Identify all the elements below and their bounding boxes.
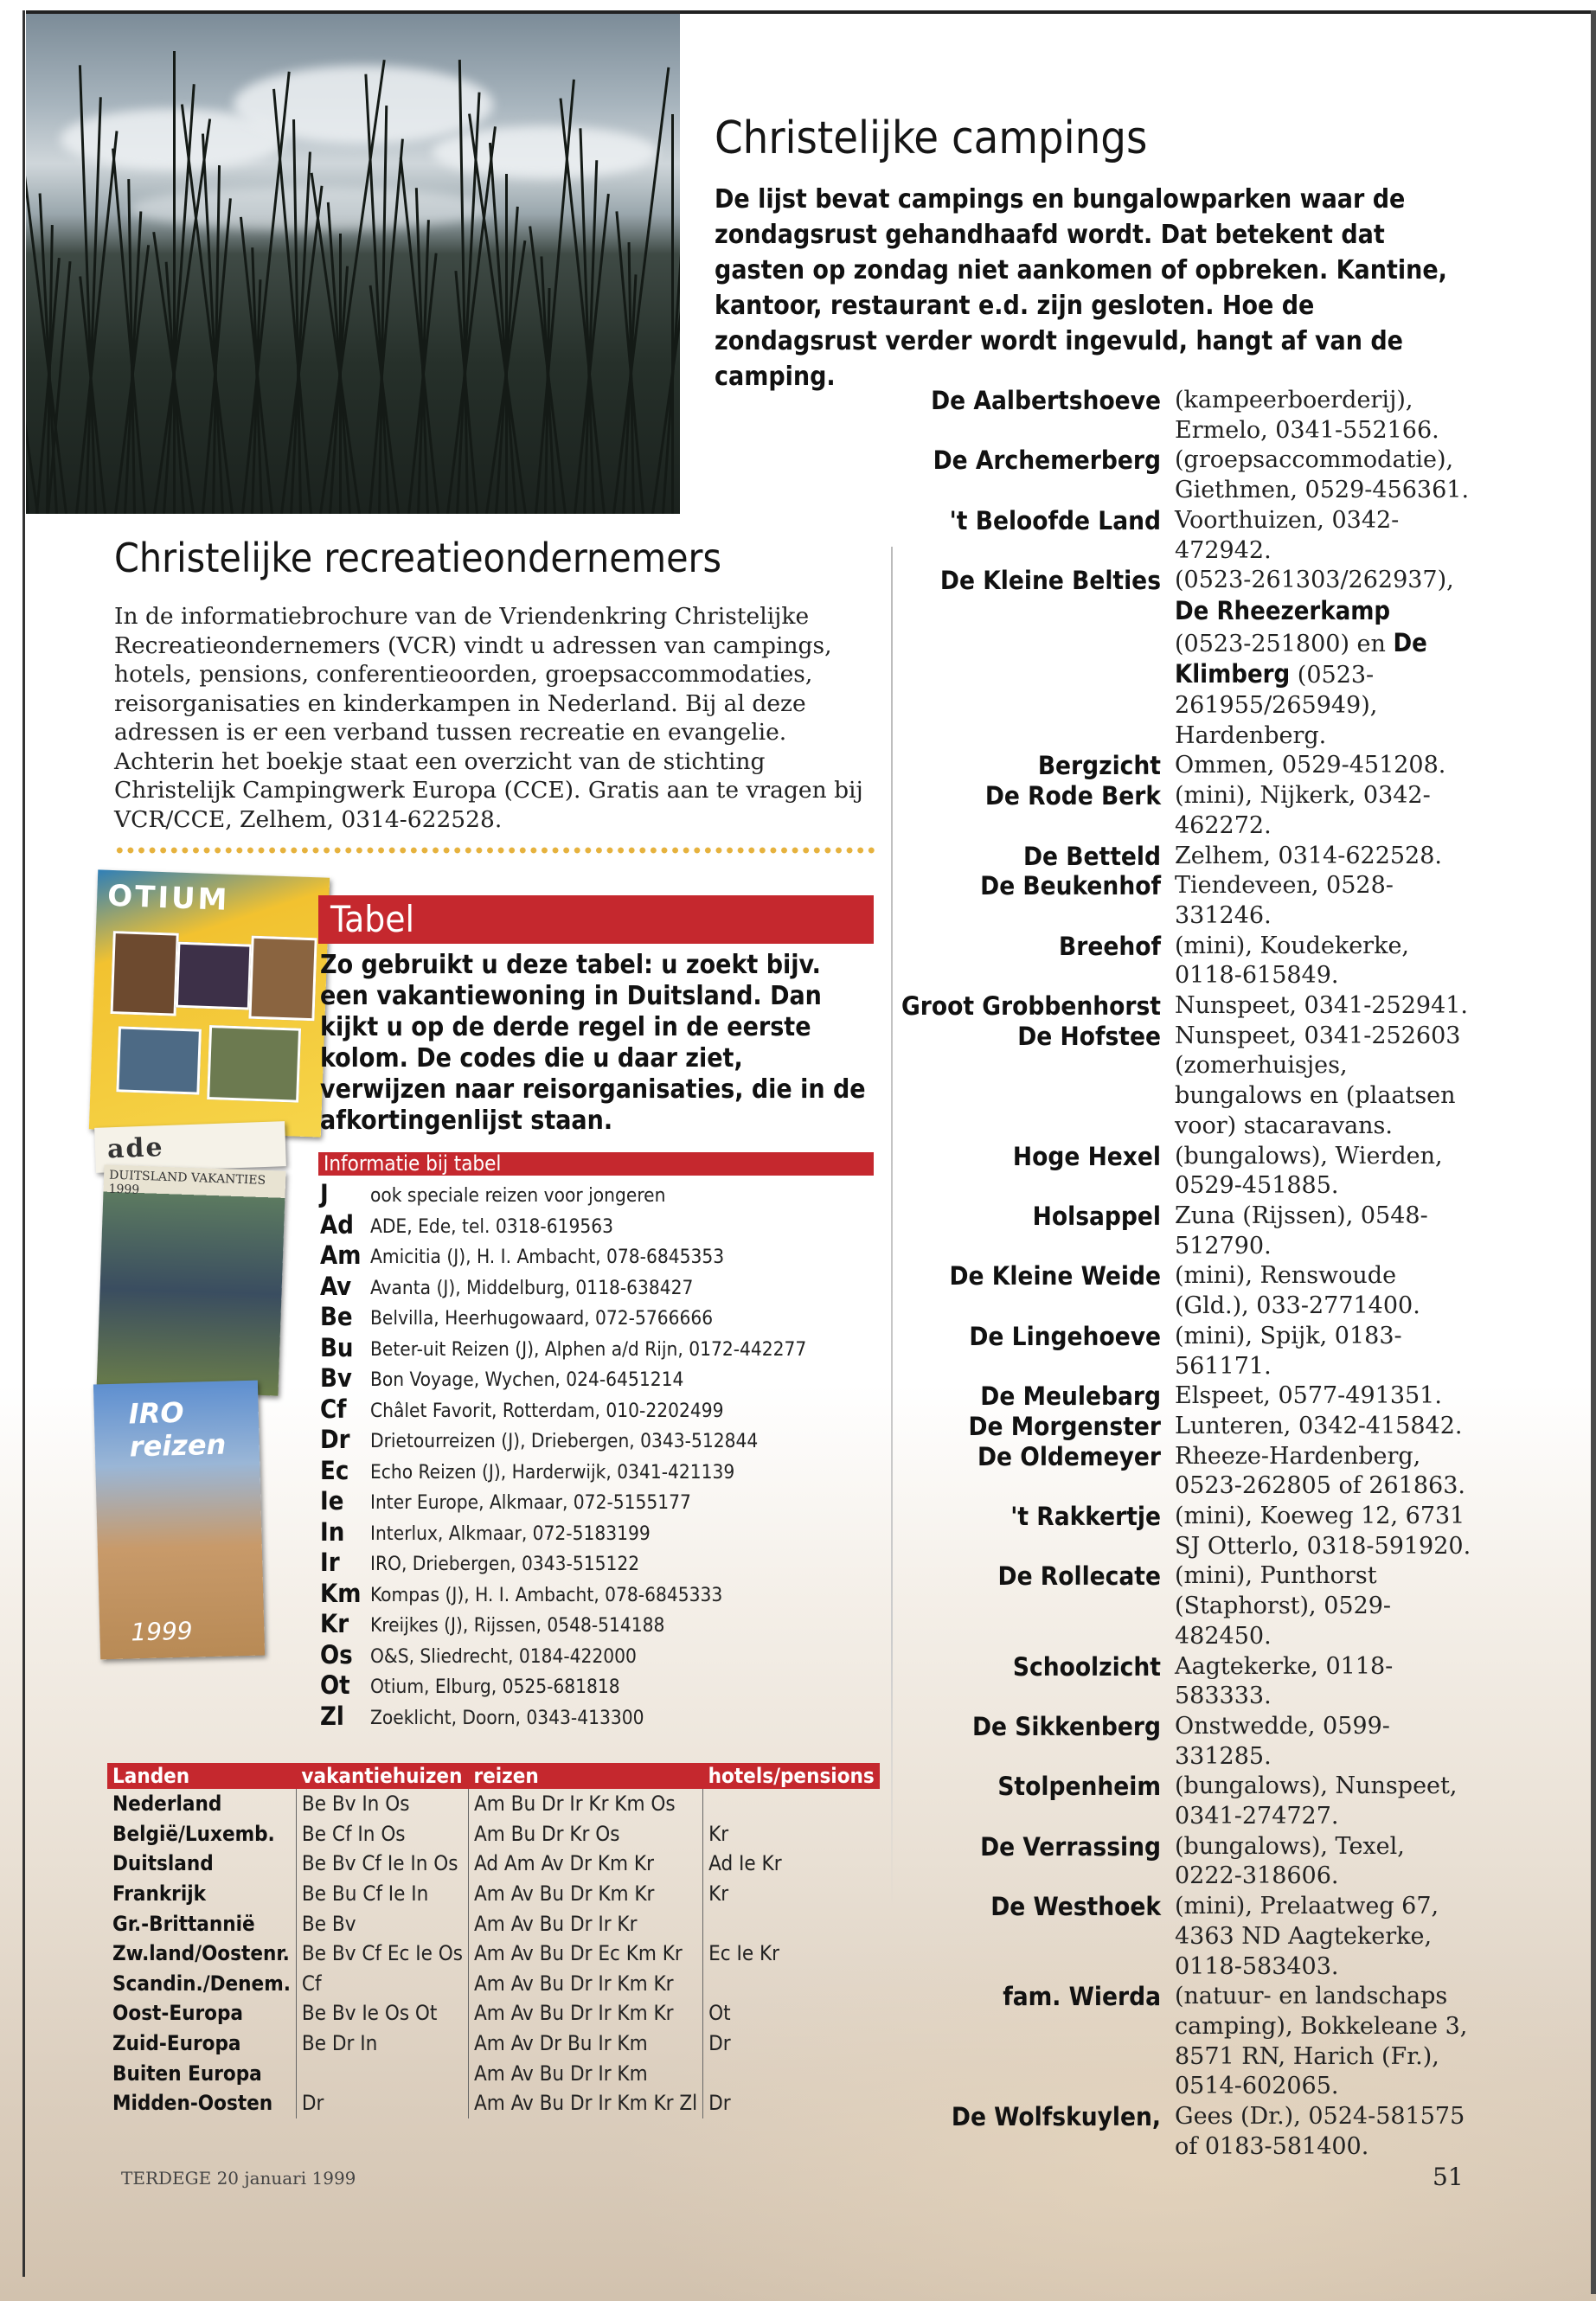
codes-cell: Be Bv Cf Ie In Os bbox=[296, 1849, 468, 1879]
abbreviation-desc: Bon Voyage, Wychen, 024-6451214 bbox=[370, 1368, 684, 1391]
codes-cell: Am Av Bu Dr Ec Km Kr bbox=[468, 1939, 702, 1969]
camping-entry bbox=[886, 1381, 1474, 1412]
codes-cell: Ad Ie Kr bbox=[703, 1849, 880, 1879]
camping-name: De Morgenster bbox=[968, 1411, 1161, 1441]
abbreviation-code: Os bbox=[320, 1639, 353, 1670]
camping-entry bbox=[886, 1561, 1474, 1651]
codes-cell bbox=[703, 1908, 880, 1939]
codes-cell: Am Av Bu Dr Ir Kr bbox=[468, 1908, 702, 1939]
table-row bbox=[107, 2029, 880, 2059]
camping-details: (mini), Punthorst (Staphorst), 0529-482450. bbox=[1175, 1562, 1392, 1650]
camping-details: (natuur- en landschaps camping), Bokkeleane 3, 8571 RN, Harich (Fr.), 0514-602065. bbox=[1175, 1983, 1468, 2100]
codes-cell: Am Av Bu Dr Ir Km bbox=[468, 2058, 702, 2088]
abbreviation-row bbox=[320, 1272, 874, 1303]
camping-name: De Kleine Belties bbox=[939, 566, 1161, 596]
camping-details: Voorthuizen, 0342-472942. bbox=[1175, 506, 1400, 564]
camping-details: Tiendeveen, 0528-331246. bbox=[1175, 872, 1394, 929]
abbreviation-row bbox=[320, 1179, 874, 1210]
camping-name: Breehof bbox=[1059, 931, 1161, 961]
camping-name: De Kleine Weide bbox=[949, 1261, 1161, 1292]
codes-cell: Be Cf In Os bbox=[296, 1819, 468, 1849]
camping-details: Lunteren, 0342-415842. bbox=[1175, 1412, 1463, 1439]
codes-cell: Be Bv bbox=[296, 1908, 468, 1939]
camping-name: De Rode Berk bbox=[984, 781, 1161, 811]
camping-name: 't Rakkertje bbox=[1010, 1502, 1161, 1532]
abbreviation-code: Av bbox=[320, 1271, 352, 1301]
abbreviation-code: Ec bbox=[320, 1455, 349, 1485]
abbreviation-desc: Châlet Favorit, Rotterdam, 010-2202499 bbox=[370, 1399, 724, 1422]
abbreviation-code: Bv bbox=[320, 1363, 352, 1393]
camping-details: Nunspeet, 0341-252603 (zomerhuisjes, bungalows en (plaatsen voor) stacaravans. bbox=[1175, 1022, 1461, 1139]
abbreviation-code: Ot bbox=[320, 1670, 350, 1700]
abbreviation-row bbox=[320, 1486, 874, 1517]
iro-brochure-year: 1999 bbox=[130, 1616, 194, 1647]
camping-name: Bergzicht bbox=[1037, 751, 1161, 781]
camping-entry bbox=[886, 1022, 1474, 1142]
reed-field-photo bbox=[26, 14, 680, 514]
abbreviation-row bbox=[320, 1456, 874, 1487]
camping-entry bbox=[886, 1322, 1474, 1381]
camping-details: (mini), Nijkerk, 0342-462272. bbox=[1175, 782, 1431, 839]
abbreviation-row bbox=[320, 1579, 874, 1610]
camping-entry bbox=[886, 386, 1474, 445]
abbreviation-desc: O&S, Sliedrecht, 0184-422000 bbox=[370, 1644, 637, 1668]
abbreviation-code: Am bbox=[320, 1240, 362, 1270]
camping-name: De Archemerberg bbox=[933, 445, 1161, 476]
abbreviation-row bbox=[320, 1517, 874, 1548]
camping-details: (bungalows), Texel, 0222-318606. bbox=[1175, 1832, 1405, 1890]
codes-cell: Dr bbox=[703, 2029, 880, 2059]
camping-name: De Beukenhof bbox=[980, 871, 1161, 901]
codes-cell: Dr bbox=[296, 2088, 468, 2118]
ade-brochure-logo: ade bbox=[106, 1132, 165, 1165]
camping-details: Aagtekerke, 0118-583333. bbox=[1175, 1652, 1394, 1710]
camping-details: Ommen, 0529-451208. bbox=[1175, 752, 1446, 779]
camping-name: Hoge Hexel bbox=[1012, 1141, 1161, 1171]
camping-details-text: (0523-251800) en bbox=[1175, 630, 1394, 657]
codes-cell: Ec Ie Kr bbox=[703, 1939, 880, 1969]
camping-name: Groot Grobbenhorst bbox=[901, 991, 1161, 1022]
camping-name: Holsappel bbox=[1032, 1201, 1161, 1231]
camping-details: (bungalows), Wierden, 0529-451885. bbox=[1175, 1142, 1443, 1200]
codes-cell: Am Av Bu Dr Ir Km Kr Zl bbox=[468, 2088, 702, 2118]
abbreviation-row bbox=[320, 1425, 874, 1456]
camping-entry bbox=[886, 991, 1474, 1022]
tabel-usage-text: Zo gebruikt u deze tabel: u zoekt bijv. een vakantiewoning in Duitsland. Dan kijkt u op de derde regel in de eerste kolom. De codes die u daar ziet, verwijzen naar reisorganisaties, die in de afkortingenlijst staan. bbox=[320, 950, 866, 1136]
abbreviation-desc: ook speciale reizen voor jongeren bbox=[370, 1184, 666, 1207]
abbreviation-row bbox=[320, 1333, 874, 1364]
abbreviation-desc: Zoeklicht, Doorn, 0343-413300 bbox=[370, 1706, 644, 1729]
country-cell: Gr.-Brittannië bbox=[112, 1911, 255, 1936]
camping-entry bbox=[886, 1202, 1474, 1261]
camping-details: (groepsaccommodatie), Giethmen, 0529-456361. bbox=[1175, 446, 1470, 504]
abbreviation-desc: Inter Europe, Alkmaar, 072-5155177 bbox=[370, 1491, 691, 1514]
camping-name: De Lingehoeve bbox=[969, 1321, 1161, 1351]
abbreviation-desc: Avanta (J), Middelburg, 0118-638427 bbox=[370, 1276, 694, 1299]
camping-details: (kampeerboerderij), Ermelo, 0341-552166. bbox=[1175, 387, 1439, 444]
abbreviation-desc: Otium, Elburg, 0525-681818 bbox=[370, 1676, 620, 1698]
codes-cell: Cf bbox=[296, 1969, 468, 1999]
camping-entry bbox=[886, 871, 1474, 931]
camping-details: Elspeet, 0577-491351. bbox=[1175, 1382, 1442, 1410]
table-row bbox=[107, 1819, 880, 1849]
iro-brochure-image bbox=[93, 1381, 265, 1660]
country-cell: Frankrijk bbox=[112, 1881, 206, 1907]
camping-name: Schoolzicht bbox=[1012, 1651, 1161, 1682]
table-row bbox=[107, 1879, 880, 1909]
camping-entry bbox=[886, 506, 1474, 566]
table-row bbox=[107, 1789, 880, 1819]
abbreviation-code: Zl bbox=[320, 1701, 344, 1731]
table-column-header: hotels/pensions bbox=[703, 1763, 880, 1789]
countries-table bbox=[107, 1763, 880, 2118]
camping-details: (mini), Prelaatweg 67, 4363 ND Aagtekerke, 0118-583403. bbox=[1175, 1893, 1439, 1980]
camping-entry bbox=[886, 1772, 1474, 1831]
codes-cell bbox=[703, 2058, 880, 2088]
left-border bbox=[22, 10, 25, 2277]
abbreviation-row bbox=[320, 1609, 874, 1640]
table-row bbox=[107, 1908, 880, 1939]
camping-name: De Aalbertshoeve bbox=[931, 386, 1161, 415]
codes-cell: Am Av Dr Bu Ir Km bbox=[468, 2029, 702, 2059]
abbreviation-code: Bu bbox=[320, 1332, 354, 1362]
otium-brochure-image bbox=[89, 869, 330, 1137]
abbreviation-code: J bbox=[320, 1179, 329, 1208]
camping-name: De Meulebarg bbox=[980, 1381, 1161, 1412]
abbreviation-row bbox=[320, 1363, 874, 1394]
camping-entry bbox=[886, 2102, 1474, 2162]
codes-cell: Am Av Bu Dr Km Kr bbox=[468, 1879, 702, 1909]
camping-details: Nunspeet, 0341-252941. bbox=[1175, 992, 1469, 1020]
abbreviation-desc: Amicitia (J), H. I. Ambacht, 078-6845353 bbox=[370, 1246, 725, 1268]
codes-cell: Am Bu Dr Kr Os bbox=[468, 1819, 702, 1849]
ade-brochure-subtitle: DUITSLAND VAKANTIES 1999 bbox=[108, 1168, 266, 1197]
camping-entry bbox=[886, 1892, 1474, 1982]
codes-cell: Be Bv Ie Os Ot bbox=[296, 1998, 468, 2029]
country-cell: Zuid-Europa bbox=[112, 2031, 241, 2056]
abbreviation-code: In bbox=[320, 1516, 345, 1547]
camping-details: (mini), Koeweg 12, 6731 SJ Otterlo, 0318-591920. bbox=[1175, 1503, 1471, 1560]
camping-entry bbox=[886, 1261, 1474, 1321]
country-cell: België/Luxemb. bbox=[112, 1821, 275, 1846]
camping-name: De Sikkenberg bbox=[972, 1711, 1161, 1741]
table-row bbox=[107, 1939, 880, 1969]
codes-cell: Be Bv In Os bbox=[296, 1789, 468, 1819]
camping-name: fam. Wierda bbox=[1003, 1982, 1161, 2012]
camping-name: Stolpenheim bbox=[997, 1772, 1161, 1802]
camping-details: (mini), Spijk, 0183-561171. bbox=[1175, 1322, 1402, 1380]
camping-entry bbox=[886, 1982, 1474, 2102]
camping-entry bbox=[886, 445, 1474, 505]
table-row bbox=[107, 2088, 880, 2118]
camping-details: (bungalows), Nunspeet, 0341-274727. bbox=[1175, 1772, 1458, 1830]
camping-entry bbox=[886, 1652, 1474, 1712]
table-row bbox=[107, 1849, 880, 1879]
page-number: 51 bbox=[1433, 2163, 1464, 2191]
abbreviation-desc: Drietourreizen (J), Driebergen, 0343-512844 bbox=[370, 1430, 759, 1452]
codes-cell bbox=[703, 1789, 880, 1819]
abbreviation-desc: IRO, Driebergen, 0343-515122 bbox=[370, 1553, 640, 1575]
camping-entry bbox=[886, 842, 1474, 872]
section-lead-campings: De lijst bevat campings en bungalowparken waar de zondagsrust gehandhaafd wordt. Dat betekent dat gasten op zondag niet aankomen of opbreken. Kantine, kantoor, restaurant e.d. zijn gesloten. Hoe de zondagsrust verder wordt ingevuld, hangt af van de camping. bbox=[715, 184, 1447, 392]
section-title-recreatie: Christelijke recreatieondernemers bbox=[114, 535, 722, 581]
camping-entry bbox=[886, 1442, 1474, 1502]
abbreviation-code: Km bbox=[320, 1578, 362, 1608]
camping-details: (mini), Koudekerke, 0118-615849. bbox=[1175, 932, 1410, 990]
abbreviation-row bbox=[320, 1670, 874, 1702]
camping-details: Onstwedde, 0599-331285. bbox=[1175, 1712, 1390, 1770]
abbreviation-code: Be bbox=[320, 1302, 353, 1331]
abbreviation-desc: Beter-uit Reizen (J), Alphen a/d Rijn, 0172-442277 bbox=[370, 1337, 807, 1361]
codes-cell: Am Bu Dr Ir Kr Km Os bbox=[468, 1789, 702, 1819]
footer-publication: TERDEGE 20 januari 1999 bbox=[121, 2168, 356, 2189]
camping-details: (mini), Renswoude (Gld.), 033-2771400. bbox=[1175, 1262, 1420, 1320]
codes-cell: Ot bbox=[703, 1998, 880, 2029]
camping-entry bbox=[886, 751, 1474, 781]
abbreviation-row bbox=[320, 1302, 874, 1333]
abbreviation-code: Ie bbox=[320, 1486, 344, 1516]
camping-details: Rheeze-Hardenberg, 0523-262805 of 261863. bbox=[1175, 1442, 1465, 1500]
camping-entry bbox=[886, 1502, 1474, 1561]
camping-details-text: (0523-261303/262937), bbox=[1175, 567, 1454, 594]
camping-entry bbox=[886, 932, 1474, 991]
abbreviation-row bbox=[320, 1702, 874, 1733]
camping-details: Zuna (Rijssen), 0548-512790. bbox=[1175, 1202, 1428, 1259]
table-row bbox=[107, 2058, 880, 2088]
abbreviation-desc: Echo Reizen (J), Harderwijk, 0341-421139 bbox=[370, 1460, 735, 1484]
codes-cell: Be Bu Cf Ie In bbox=[296, 1879, 468, 1909]
campings-list bbox=[886, 386, 1474, 2162]
abbreviation-row bbox=[320, 1640, 874, 1671]
country-cell: Zw.land/Oostenr. bbox=[112, 1941, 290, 1966]
table-row bbox=[107, 1998, 880, 2029]
reed-stalk bbox=[153, 119, 211, 514]
abbreviation-desc: ADE, Ede, tel. 0318-619563 bbox=[370, 1215, 613, 1238]
abbreviation-code: Dr bbox=[320, 1425, 350, 1454]
abbreviation-code: Ir bbox=[320, 1548, 340, 1577]
camping-entry bbox=[886, 781, 1474, 841]
reed-stalk bbox=[671, 114, 674, 514]
reed-stalk bbox=[173, 51, 176, 514]
country-cell: Scandin./Denem. bbox=[112, 1971, 291, 1996]
table-column-header: reizen bbox=[468, 1763, 702, 1789]
codes-cell: Dr bbox=[703, 2088, 880, 2118]
otium-brochure-title: OTIUM bbox=[106, 878, 231, 918]
codes-cell: Kr bbox=[703, 1879, 880, 1909]
camping-related-name: De Klimberg bbox=[1175, 627, 1427, 689]
abbreviation-desc: Kreijkes (J), Rijssen, 0548-514188 bbox=[370, 1614, 665, 1637]
table-column-header: vakantiehuizen bbox=[296, 1763, 468, 1789]
camping-entry bbox=[886, 1142, 1474, 1202]
camping-related-name: De Rheezerkamp bbox=[1175, 595, 1391, 625]
country-cell: Midden-Oosten bbox=[112, 2091, 273, 2116]
camping-name: De Verrassing bbox=[980, 1831, 1161, 1862]
country-cell: Nederland bbox=[112, 1791, 222, 1817]
camping-name: De Oldemeyer bbox=[977, 1441, 1161, 1471]
codes-cell: Am Av Bu Dr Ir Km Kr bbox=[468, 1998, 702, 2029]
info-header: Informatie bij tabel bbox=[318, 1152, 874, 1176]
abbreviation-desc: Interlux, Alkmaar, 072-5183199 bbox=[370, 1522, 651, 1545]
abbreviation-code: Kr bbox=[320, 1609, 349, 1638]
codes-cell: Kr bbox=[703, 1819, 880, 1849]
camping-entry bbox=[886, 1832, 1474, 1892]
camping-entry bbox=[886, 1712, 1474, 1772]
abbreviation-list bbox=[320, 1179, 874, 1732]
abbreviation-desc: Kompas (J), H. I. Ambacht, 078-6845333 bbox=[370, 1583, 723, 1606]
iro-brochure-title: IRO reizen bbox=[128, 1395, 227, 1464]
camping-name: De Hofstee bbox=[1017, 1021, 1161, 1051]
abbreviation-row bbox=[320, 1240, 874, 1272]
camping-name: De Betteld bbox=[1023, 841, 1161, 871]
abbreviation-row bbox=[320, 1394, 874, 1426]
tabel-header: Tabel bbox=[318, 895, 874, 944]
camping-details: Gees (Dr.), 0524-581575 of 0183-581400. bbox=[1175, 2103, 1465, 2160]
table-column-header: Landen bbox=[107, 1763, 296, 1789]
country-cell: Duitsland bbox=[112, 1851, 214, 1876]
dotted-divider bbox=[114, 844, 875, 856]
camping-name: De Westhoek bbox=[990, 1892, 1161, 1922]
abbreviation-row bbox=[320, 1548, 874, 1579]
camping-details bbox=[1175, 566, 1474, 751]
codes-cell bbox=[296, 2058, 468, 2088]
camping-details: Zelhem, 0314-622528. bbox=[1175, 842, 1442, 869]
country-cell: Buiten Europa bbox=[112, 2061, 262, 2086]
table-row bbox=[107, 1969, 880, 1999]
abbreviation-code: Cf bbox=[320, 1394, 347, 1424]
section-body-recreatie: In de informatiebrochure van de Vriendenkring Christelijke Recreatieondernemers (VCR) vindt u adressen van campings, hotels, pensions, conferentieoorden, groepsaccommodaties, reisorganisaties en kinderkampen in Nederland. Bij al deze adressen is er een verband tussen recreatie en evangelie. Achterin het boekje staat een overzicht van de stichting Christelijk Campingwerk Europa (CCE). Gratis aan te vragen bij VCR/CCE, Zelhem, 0314-622528. bbox=[114, 603, 863, 833]
codes-cell: Am Av Bu Dr Ir Km Kr bbox=[468, 1969, 702, 1999]
camping-name: 't Beloofde Land bbox=[949, 505, 1161, 535]
codes-cell bbox=[703, 1969, 880, 1999]
camping-entry bbox=[886, 1412, 1474, 1442]
country-cell: Oost-Europa bbox=[112, 2001, 243, 2026]
codes-cell: Be Bv Cf Ec Ie Os bbox=[296, 1939, 468, 1969]
camping-name: De Rollecate bbox=[997, 1561, 1161, 1592]
camping-entry bbox=[886, 566, 1474, 751]
right-border bbox=[1591, 10, 1596, 2294]
codes-cell: Ad Am Av Dr Km Kr bbox=[468, 1849, 702, 1879]
ade-brochure-cover bbox=[97, 1164, 286, 1395]
codes-cell: Be Dr In bbox=[296, 2029, 468, 2059]
camping-name: De Wolfskuylen, bbox=[951, 2102, 1161, 2132]
section-title-campings: Christelijke campings bbox=[715, 112, 1148, 164]
abbreviation-row bbox=[320, 1210, 874, 1241]
abbreviation-desc: Belvilla, Heerhugowaard, 072-5766666 bbox=[370, 1307, 714, 1330]
camping-details-text: (0523-261955/265949), Hardenberg. bbox=[1175, 662, 1378, 749]
abbreviation-code: Ad bbox=[320, 1209, 354, 1240]
